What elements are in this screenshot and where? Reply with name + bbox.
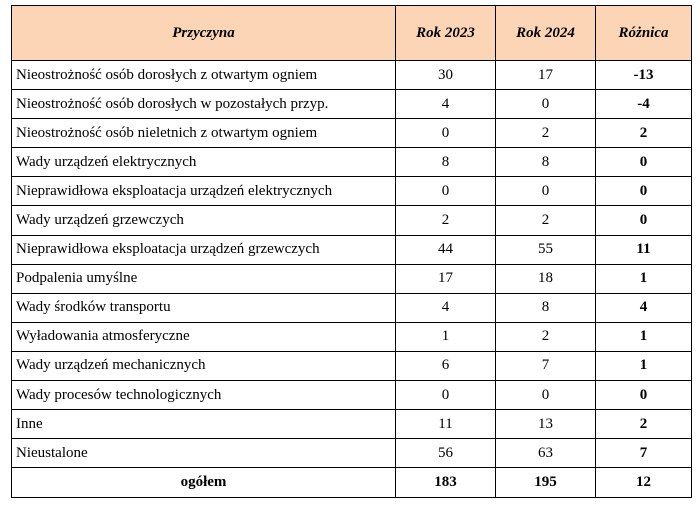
difference-cell: -13 [596, 61, 692, 90]
header-year-2023: Rok 2023 [396, 6, 496, 61]
difference-cell: -4 [596, 90, 692, 119]
value-2024-cell: 13 [496, 410, 596, 439]
value-2024-cell: 2 [496, 119, 596, 148]
fire-causes-table [11, 5, 692, 498]
value-2023-cell: 0 [396, 119, 496, 148]
value-2023-cell: 1 [396, 322, 496, 351]
cause-cell: Podpalenia umyślne [12, 264, 396, 293]
cause-cell: Nieprawidłowa eksploatacja urządzeń elektrycznych [12, 177, 396, 206]
table-row [12, 381, 692, 410]
cause-cell: Wady procesów technologicznych [12, 381, 396, 410]
cause-cell: Wyładowania atmosferyczne [12, 322, 396, 351]
difference-cell: 4 [596, 293, 692, 322]
value-2024-cell: 8 [496, 148, 596, 177]
difference-cell: 0 [596, 148, 692, 177]
value-2024-cell: 8 [496, 293, 596, 322]
value-2023-cell: 4 [396, 293, 496, 322]
value-2023-cell: 0 [396, 381, 496, 410]
value-2023-cell: 6 [396, 351, 496, 380]
total-2024: 195 [496, 468, 596, 498]
difference-cell: 0 [596, 177, 692, 206]
value-2023-cell: 17 [396, 264, 496, 293]
value-2024-cell: 0 [496, 381, 596, 410]
total-row [12, 468, 692, 498]
table-row [12, 322, 692, 351]
cause-cell: Wady urządzeń grzewczych [12, 206, 396, 235]
value-2023-cell: 8 [396, 148, 496, 177]
value-2023-cell: 30 [396, 61, 496, 90]
cause-cell: Nieprawidłowa eksploatacja urządzeń grzewczych [12, 235, 396, 264]
header-cause: Przyczyna [12, 6, 396, 61]
cause-cell: Nieostrożność osób nieletnich z otwartym ogniem [12, 119, 396, 148]
value-2024-cell: 55 [496, 235, 596, 264]
table-row [12, 206, 692, 235]
cause-cell: Wady urządzeń mechanicznych [12, 351, 396, 380]
difference-cell: 1 [596, 322, 692, 351]
cause-cell: Nieostrożność osób dorosłych w pozostałych przyp. [12, 90, 396, 119]
table-row [12, 235, 692, 264]
value-2024-cell: 18 [496, 264, 596, 293]
table-row [12, 119, 692, 148]
value-2024-cell: 2 [496, 206, 596, 235]
value-2023-cell: 0 [396, 177, 496, 206]
total-difference: 12 [596, 468, 692, 498]
value-2024-cell: 7 [496, 351, 596, 380]
difference-cell: 7 [596, 439, 692, 468]
header-year-2024: Rok 2024 [496, 6, 596, 61]
table-row [12, 351, 692, 380]
value-2024-cell: 2 [496, 322, 596, 351]
header-difference: Różnica [596, 6, 692, 61]
table-row [12, 177, 692, 206]
cause-cell: Nieostrożność osób dorosłych z otwartym ogniem [12, 61, 396, 90]
value-2023-cell: 56 [396, 439, 496, 468]
table-row [12, 90, 692, 119]
difference-cell: 0 [596, 381, 692, 410]
table-row [12, 410, 692, 439]
difference-cell: 1 [596, 264, 692, 293]
value-2023-cell: 4 [396, 90, 496, 119]
table-row [12, 148, 692, 177]
difference-cell: 1 [596, 351, 692, 380]
table-row [12, 293, 692, 322]
value-2024-cell: 17 [496, 61, 596, 90]
value-2023-cell: 44 [396, 235, 496, 264]
cause-cell: Wady urządzeń elektrycznych [12, 148, 396, 177]
difference-cell: 0 [596, 206, 692, 235]
total-2023: 183 [396, 468, 496, 498]
value-2024-cell: 0 [496, 177, 596, 206]
value-2024-cell: 0 [496, 90, 596, 119]
table-row [12, 264, 692, 293]
cause-cell: Inne [12, 410, 396, 439]
header-row [12, 6, 692, 61]
total-label: ogółem [12, 468, 396, 498]
difference-cell: 2 [596, 119, 692, 148]
table-row [12, 61, 692, 90]
table-row [12, 439, 692, 468]
cause-cell: Nieustalone [12, 439, 396, 468]
difference-cell: 11 [596, 235, 692, 264]
value-2023-cell: 2 [396, 206, 496, 235]
cause-cell: Wady środków transportu [12, 293, 396, 322]
value-2023-cell: 11 [396, 410, 496, 439]
value-2024-cell: 63 [496, 439, 596, 468]
difference-cell: 2 [596, 410, 692, 439]
